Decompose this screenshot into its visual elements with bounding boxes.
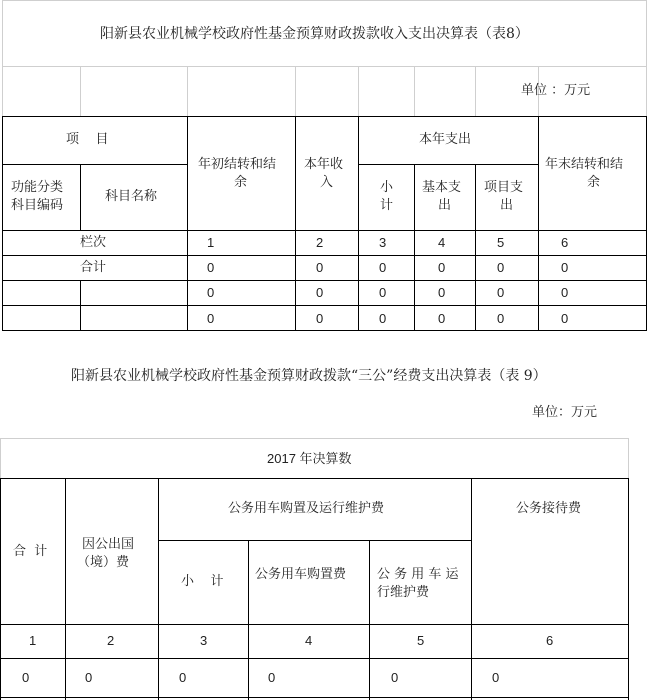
lanci-1: 1	[207, 235, 215, 250]
lanci-2: 2	[316, 235, 324, 250]
table-cell: 0	[379, 311, 387, 326]
header-xiaoji-line1: 小	[380, 180, 394, 195]
header-xiangmu: 项 目	[66, 132, 109, 147]
table-cell: 0	[561, 260, 569, 275]
index-3: 3	[200, 633, 208, 648]
lanci-5: 5	[497, 235, 505, 250]
header-jiedai: 公务接待费	[516, 501, 582, 516]
table-cell: 0	[316, 260, 324, 275]
lanci-4: 4	[438, 235, 446, 250]
header-xiangmu-zhichu-line2: 出	[500, 198, 514, 213]
index-1: 1	[29, 633, 37, 648]
table-cell: 0	[207, 311, 215, 326]
table-cell: 0	[497, 311, 505, 326]
header-chuguo-line2: （境）费	[77, 555, 130, 570]
year-header: 2017 年决算数	[267, 451, 352, 466]
header-xiangmu-zhichu-line1: 项目支	[484, 180, 524, 195]
table-cell: 0	[561, 285, 569, 300]
table-cell: 0	[561, 311, 569, 326]
table-cell: 0	[316, 311, 324, 326]
header-nianmo-line2: 余	[587, 175, 601, 190]
table-cell: 0	[438, 311, 446, 326]
table-cell: 0	[492, 670, 500, 685]
header-gongneng-line1: 功能分类	[11, 180, 64, 195]
table-cell: 0	[438, 260, 446, 275]
header-xiaoji: 小 计	[181, 574, 224, 589]
table8-title: 阳新县农业机械学校政府性基金预算财政拨款收入支出决算表（表8）	[100, 26, 529, 42]
table-cell: 0	[85, 670, 93, 685]
table-cell: 0	[379, 260, 387, 275]
header-gouzhi: 公务用车购置费	[255, 567, 347, 582]
header-kemu: 科目名称	[105, 189, 158, 204]
table8-unit: 单位 ：万元	[521, 83, 591, 98]
table-cell: 0	[438, 285, 446, 300]
header-gongneng-line2: 科目编码	[11, 198, 64, 213]
header-nianmo-line1: 年末结转和结	[545, 157, 624, 172]
table-cell: 0	[22, 670, 30, 685]
lanci-label: 栏次	[80, 235, 107, 250]
header-yunxing-line1: 公 务 用 车 运	[377, 567, 459, 582]
header-yunxing-line2: 行维护费	[377, 585, 430, 600]
header-jiben-line2: 出	[438, 198, 452, 213]
header-nianchu-line1: 年初结转和结	[198, 157, 277, 172]
table-cell: 0	[497, 285, 505, 300]
index-4: 4	[305, 633, 313, 648]
lanci-3: 3	[379, 235, 387, 250]
table9-unit: 单位：万元	[532, 405, 598, 420]
lanci-6: 6	[561, 235, 569, 250]
index-5: 5	[417, 633, 425, 648]
table-cell: 0	[316, 285, 324, 300]
table-cell: 0	[391, 670, 399, 685]
table-cell: 0	[207, 285, 215, 300]
header-chuguo-line1: 因公出国	[82, 537, 135, 552]
table-cell: 0	[207, 260, 215, 275]
header-jiben-line1: 基本支	[422, 180, 462, 195]
header-benian-zhichu: 本年支出	[419, 132, 472, 147]
header-xiaoji-line2: 计	[380, 198, 394, 213]
index-2: 2	[107, 633, 115, 648]
header-heji: 合 计	[13, 544, 48, 559]
table-cell: 0	[497, 260, 505, 275]
index-6: 6	[546, 633, 554, 648]
header-gongwu-yongche: 公务用车购置及运行维护费	[228, 501, 385, 516]
header-benian-shouru-line2: 入	[320, 175, 334, 190]
table-cell: 0	[379, 285, 387, 300]
table9-title: 阳新县农业机械学校政府性基金预算财政拨款“三公”经费支出决算表（表 9）	[71, 368, 547, 384]
heji-label: 合计	[80, 260, 107, 275]
header-nianchu-line2: 余	[234, 175, 248, 190]
header-benian-shouru-line1: 本年收	[304, 157, 344, 172]
table-cell: 0	[179, 670, 187, 685]
table-cell: 0	[268, 670, 276, 685]
